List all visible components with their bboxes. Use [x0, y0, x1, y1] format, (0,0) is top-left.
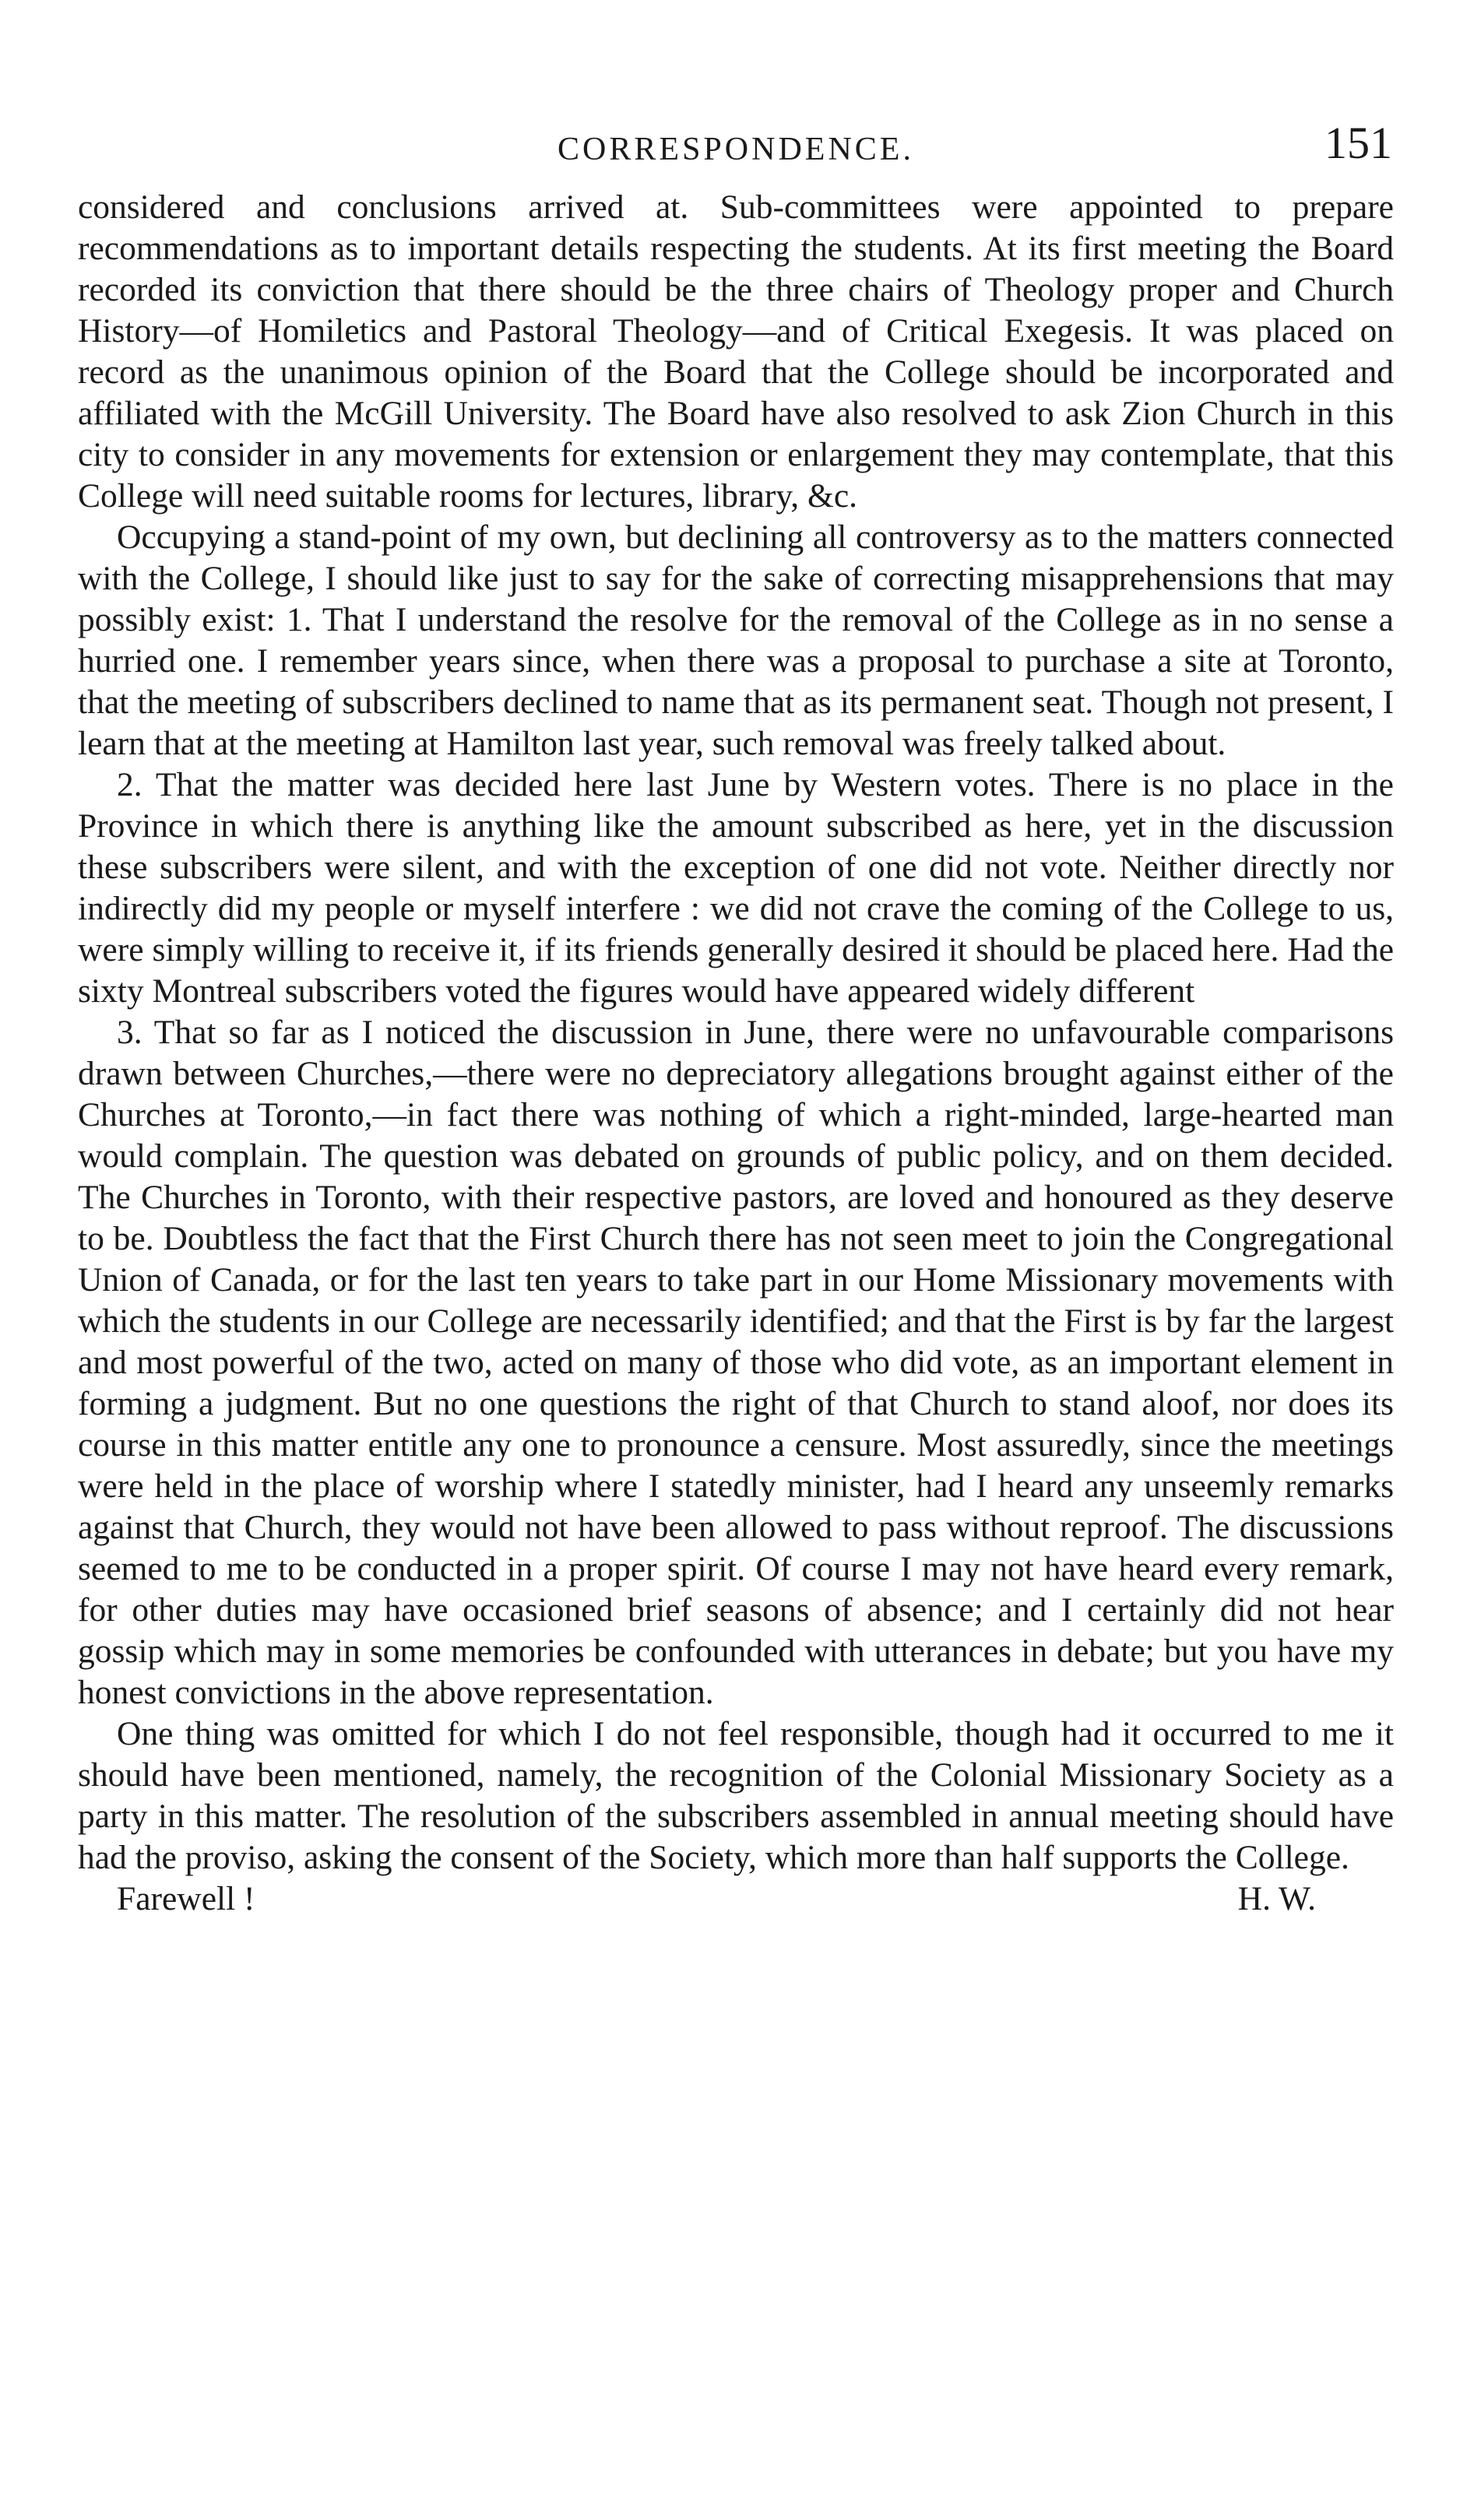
page-number: 151 — [1324, 118, 1392, 168]
paragraph-2: Occupying a stand-point of my own, but declining all controversy as to the matters connected with the College, I should like just to say for the sake of correcting misapprehensions that may possibly exist: 1. That I understand the resolve for the removal of the College as in no sense a hurried one. I remember years since, when there was a proposal to purchase a site at Toronto, that the meeting of subscribers declined to name that as its permanent seat. Though not present, I learn that at the meeting at Hamilton last year, such removal was freely talked about. — [78, 518, 1394, 762]
article-body — [78, 187, 1394, 1879]
paragraph-5: One thing was omitted for which I do not feel responsible, though had it occurred to me it should have been mentioned, namely, the recognition of the Colonial Missionary Society as a party in this matter. The resolution of the subscribers assembled in annual meeting should have had the proviso, asking the consent of the Society, which more than half supports the College. — [78, 1715, 1394, 1876]
document-page — [78, 117, 1394, 1920]
paragraph-3: 2. That the matter was decided here last June by Western votes. There is no place in the Province in which there is anything like the amount subscribed as here, yet in the discussion these subscribers were silent, and with the exception of one did not vote. Neither directly nor indirectly did my people or myself interfere : we did not crave the coming of the College to us, were simply willing to receive it, if its friends generally desired it should be placed here. Had the sixty Montreal subscribers voted the figures would have appeared widely different — [78, 766, 1394, 1010]
farewell-text: Farewell ! — [117, 1880, 255, 1917]
signature: H. W. — [1237, 1880, 1316, 1917]
paragraph-4: 3. That so far as I noticed the discussion in June, there were no unfavourable comparisons drawn between Churches,—there were no depreciatory allegations brought against either of the Churches at Toronto,—in fact there was nothing of which a right-minded, large-hearted man would complain. The question was debated on grounds of public policy, and on them decided. The Churches in Toronto, with their respective pastors, are loved and honoured as they deserve to be. Doubtless the fact that the First Church there has not seen meet to join the Congregational Union of Canada, or for the last ten years to take part in our Home Missionary movements with which the students in our College are necessarily identified; and that the First is by far the largest and most powerful of the two, acted on many of those who did vote, as an important element in forming a judgment. But no one questions the right of that Church to stand aloof, nor does its course in this matter entitle any one to pronounce a censure. Most assuredly, since the meetings were held in the place of worship where I statedly minister, had I heard any unseemly remarks against that Church, they would not have been allowed to pass without reproof. The discussions seemed to me to be conducted in a proper spirit. Of course I may not have heard every remark, for other duties may have occasioned brief seasons of absence; and I certainly did not hear gossip which may in some memories be confounded with utterances in debate; but you have my honest convictions in the above representation. — [78, 1014, 1394, 1711]
letter-closing — [78, 1879, 1394, 1920]
paragraph-1: considered and conclusions arrived at. Sub-committees were appointed to prepare recommendations as to important details respecting the students. At its first meeting the Board recorded its conviction that there should be the three chairs of Theology proper and Church History—of Homiletics and Pastoral Theology—and of Critical Exegesis. It was placed on record as the unanimous opinion of the Board that the College should be incorporated and affiliated with the McGill University. The Board have also resolved to ask Zion Church in this city to consider in any movements for extension or enlargement they may contemplate, that this College will need suitable rooms for lectures, library, &c. — [78, 188, 1394, 515]
page-header — [78, 117, 1394, 187]
running-head: CORRESPONDENCE. — [558, 132, 914, 167]
